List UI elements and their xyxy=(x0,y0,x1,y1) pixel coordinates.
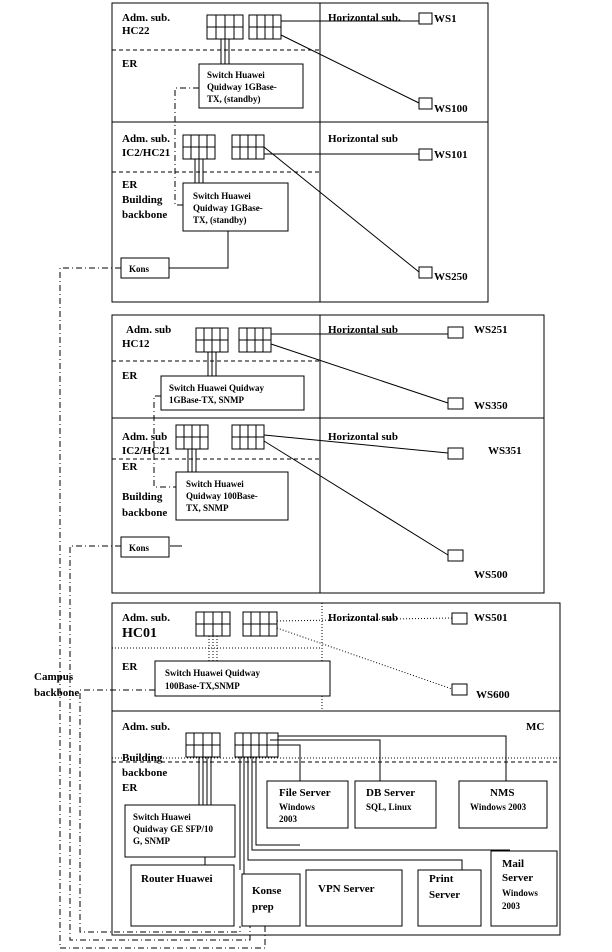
ws250-icon xyxy=(419,267,432,278)
ws100-icon xyxy=(419,98,432,109)
b1-lower-switch-line1: Switch Huawei xyxy=(193,191,251,201)
mc-label: MC xyxy=(526,721,545,733)
nms-line1: NMS xyxy=(490,787,515,799)
b1-lower-patch-panel-right xyxy=(232,135,264,159)
b3-upper-er-label: ER xyxy=(122,661,138,673)
print-line1: Print xyxy=(429,873,454,885)
campus-label-line2: backbone xyxy=(34,687,80,699)
konse-prep xyxy=(242,874,300,926)
b3-lower-adm-label: Adm. sub. xyxy=(122,721,170,733)
b1-lower-patch-panel-left xyxy=(183,135,215,159)
ws500-icon xyxy=(448,550,463,561)
b1-kons-label: Kons xyxy=(129,264,150,274)
ws350-label: WS350 xyxy=(474,400,508,412)
b3-lower-backbone-label1: Building xyxy=(122,752,163,764)
b2-lower-adm-id: IC2/HC21 xyxy=(122,445,171,457)
b3-upper-adm-label: Adm. sub. xyxy=(122,612,170,624)
b2-upper-adm-label: Adm. sub xyxy=(126,324,172,336)
nms-line2: Windows 2003 xyxy=(470,802,527,812)
b2-upper-switch-line1: Switch Huawei Quidway xyxy=(169,383,265,393)
file-server-line2: Windows xyxy=(279,802,315,812)
vpn-label: VPN Server xyxy=(318,883,375,895)
konse-line2: prep xyxy=(252,901,274,913)
ws500-label: WS500 xyxy=(474,569,508,581)
file-server-line3: 2003 xyxy=(279,814,297,824)
b2-upper-patch-panel-left xyxy=(196,328,228,352)
core-switch-line2: Quidway GE SFP/10 xyxy=(133,824,214,834)
ws251-icon xyxy=(448,327,463,338)
b2-upper-adm-id: HC12 xyxy=(122,338,150,350)
print-line2: Server xyxy=(429,889,461,901)
b2-upper-horizontal-label: Horizontal sub xyxy=(328,324,398,336)
b1-lower-adm-label: Adm. sub. xyxy=(122,133,170,145)
core-switch-line1: Switch Huawei xyxy=(133,812,191,822)
b1-upper-horizontal-label: Horizontal sub. xyxy=(328,12,401,24)
b1-upper-patch-panel-right xyxy=(249,15,281,39)
b2-lower-backbone-label1: Building xyxy=(122,491,163,503)
core-switch-line3: G, SNMP xyxy=(133,836,170,846)
ws250-label: WS250 xyxy=(434,271,468,283)
file-server-line1: File Server xyxy=(279,787,331,799)
b3-upper-switch-line1: Switch Huawei Quidway xyxy=(165,668,261,678)
konse-line1: Konse xyxy=(252,885,282,897)
db-server-line2: SQL, Linux xyxy=(366,802,412,812)
b1-upper-patch-panel-left xyxy=(207,15,243,39)
b2-lower-horizontal-label: Horizontal sub xyxy=(328,431,398,443)
campus-label-line1: Campus xyxy=(34,671,74,683)
b2-upper-er-label: ER xyxy=(122,370,138,382)
building-3 xyxy=(112,603,560,935)
building-1 xyxy=(112,3,488,302)
mail-line2: Server xyxy=(502,872,534,884)
ws1-label: WS1 xyxy=(434,13,457,25)
b2-lower-switch-line2: Quidway 100Base- xyxy=(186,491,258,501)
b1-lower-switch-line3: TX, (standby) xyxy=(193,215,247,225)
ws350-icon xyxy=(448,398,463,409)
b1-upper-switch-line1: Switch Huawei xyxy=(207,70,265,80)
b2-upper-switch-line2: 1GBase-TX, SNMP xyxy=(169,395,244,405)
b1-upper-switch-line2: Quidway 1GBase- xyxy=(207,82,277,92)
b3-upper-horizontal-label: Horizontal sub xyxy=(328,612,398,624)
building-2 xyxy=(112,315,544,593)
ws101-icon xyxy=(419,149,432,160)
b2-lower-backbone-label2: backbone xyxy=(122,507,168,519)
b1-lower-switch-line2: Quidway 1GBase- xyxy=(193,203,263,213)
ws1-icon xyxy=(419,13,432,24)
b2-upper-patch-panel-right xyxy=(239,328,271,352)
b3-upper-switch-line2: 100Base-TX,SNMP xyxy=(165,681,240,691)
b3-upper-adm-id: HC01 xyxy=(122,626,157,641)
b1-upper-switch-line3: TX, (standby) xyxy=(207,94,261,104)
b1-lower-horizontal-label: Horizontal sub xyxy=(328,133,398,145)
ws600-icon xyxy=(452,684,467,695)
ws100-label: WS100 xyxy=(434,103,468,115)
b3-lower-backbone-label2: backbone xyxy=(122,767,168,779)
b2-lower-switch-line3: TX, SNMP xyxy=(186,503,229,513)
vpn-server xyxy=(306,870,402,926)
b3-upper-patch-panel-right xyxy=(243,612,277,636)
b1-upper-adm-id: HC22 xyxy=(122,25,150,37)
mail-line4: 2003 xyxy=(502,901,520,911)
b1-lower-er-label: ER xyxy=(122,179,138,191)
db-server-line1: DB Server xyxy=(366,787,416,799)
b3-lower-er-label: ER xyxy=(122,782,138,794)
b3-upper-patch-panel-left xyxy=(196,612,230,636)
b2-lower-switch-line1: Switch Huawei xyxy=(186,479,244,489)
b2-lower-patch-panel-left xyxy=(176,425,208,449)
ws351-icon xyxy=(448,448,463,459)
b1-lower-adm-id: IC2/HC21 xyxy=(122,147,171,159)
building-2-outline xyxy=(112,315,544,593)
ws600-label: WS600 xyxy=(476,689,510,701)
b1-lower-backbone-label2: backbone xyxy=(122,209,168,221)
ws251-label: WS251 xyxy=(474,324,508,336)
b2-kons-label: Kons xyxy=(129,543,150,553)
b2-lower-er-label: ER xyxy=(122,461,138,473)
b1-upper-er-label: ER xyxy=(122,58,138,70)
mail-line1: Mail xyxy=(502,858,524,870)
ws351-label: WS351 xyxy=(488,445,522,457)
mc-patch-panel-left xyxy=(186,733,220,757)
b1-lower-backbone-label1: Building xyxy=(122,194,163,206)
b2-lower-patch-panel-right xyxy=(232,425,264,449)
ws101-label: WS101 xyxy=(434,149,468,161)
b1-upper-adm-label: Adm. sub. xyxy=(122,12,170,24)
b2-lower-adm-label: Adm. sub xyxy=(122,431,168,443)
ws501-icon xyxy=(452,613,467,624)
router-label: Router Huawei xyxy=(141,873,213,885)
ws501-label: WS501 xyxy=(474,612,508,624)
mail-line3: Windows xyxy=(502,888,538,898)
